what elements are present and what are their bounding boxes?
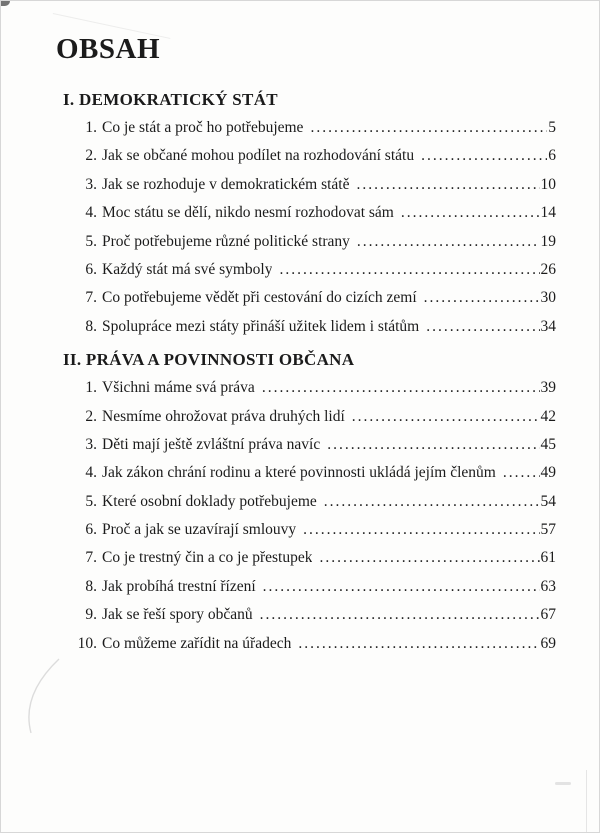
- toc-item-title: Jak zákon chrání rodinu a které povinnosti ukládá jejím členům: [102, 464, 496, 482]
- toc-item: [70, 573, 556, 601]
- toc-item-title: Co je trestný čin a co je přestupek: [102, 549, 313, 567]
- toc-item-title: Jak probíhá trestní řízení: [102, 577, 256, 595]
- toc-item-page: 5: [548, 119, 556, 136]
- dot-leader: [319, 544, 539, 572]
- toc-item-page: 39: [540, 379, 556, 397]
- toc-item-page: 67: [540, 606, 556, 624]
- toc-item-title: Moc státu se dělí, nikdo nesmí rozhodovat sám: [102, 204, 394, 222]
- toc-item-page: 54: [540, 492, 556, 510]
- dot-leader: [503, 459, 540, 487]
- toc-item: [70, 114, 556, 142]
- toc-item-page: 6: [548, 147, 556, 165]
- page-title: OBSAH: [56, 33, 161, 65]
- section-heading: I. DEMOKRATICKÝ STÁT: [63, 90, 278, 109]
- toc-item: [70, 199, 556, 227]
- toc-item-title: Jak se občané mohou podílet na rozhodování státu: [102, 147, 415, 165]
- toc-item-page: 69: [540, 634, 556, 652]
- toc-item-page: 30: [540, 289, 556, 307]
- toc-item-number: 1.: [85, 119, 97, 136]
- toc-item-page: 26: [540, 260, 556, 278]
- toc-item-title: Jak se řeší spory občanů: [102, 606, 253, 624]
- toc-item-number: 7.: [85, 549, 97, 567]
- toc-item-title: Nesmíme ohrožovat práva druhých lidí: [102, 407, 345, 425]
- scan-artifact-edge-line: [586, 770, 587, 832]
- toc-item-title: Co je stát a proč ho potřebujeme: [102, 119, 304, 136]
- toc-item-number: 8.: [85, 317, 97, 335]
- toc-item-page: 49: [540, 464, 556, 482]
- dot-leader: [424, 284, 540, 312]
- toc-item-title: Co můžeme zařídit na úřadech: [102, 634, 292, 652]
- dot-leader: [260, 601, 540, 629]
- toc-item-number: 3.: [85, 435, 97, 453]
- toc-item-page: 63: [540, 577, 556, 595]
- dot-leader: [303, 516, 539, 544]
- dot-leader: [310, 114, 547, 142]
- dot-leader: [357, 171, 540, 199]
- toc-item-page: 61: [540, 549, 556, 567]
- toc-item-title: Proč potřebujeme různé politické strany: [102, 232, 350, 250]
- toc-list: [70, 114, 556, 341]
- toc-item-number: 5.: [85, 492, 97, 510]
- dot-leader: [298, 630, 539, 658]
- toc-list: [70, 374, 556, 658]
- toc-item-number: 3.: [85, 175, 97, 193]
- dot-leader: [421, 142, 547, 170]
- toc-item-page: 34: [540, 317, 556, 335]
- dot-leader: [352, 403, 540, 431]
- scan-artifact-curve: [19, 653, 73, 739]
- dot-leader: [401, 199, 540, 227]
- toc-item-number: 5.: [85, 232, 97, 250]
- dot-leader: [426, 313, 539, 341]
- toc-item: [70, 171, 556, 199]
- toc-item-number: 7.: [85, 289, 97, 307]
- toc-item-number: 2.: [85, 407, 97, 425]
- toc-item-page: 42: [540, 407, 556, 425]
- toc-item-number: 2.: [85, 147, 97, 165]
- section-heading: II. PRÁVA A POVINNOSTI OBČANA: [63, 350, 355, 370]
- page-content: [1, 1, 599, 658]
- toc-item-title: Co potřebujeme vědět při cestování do cizích zemí: [102, 289, 417, 307]
- toc-item-number: 8.: [85, 577, 97, 595]
- toc-item-title: Proč a jak se uzavírají smlouvy: [102, 521, 297, 539]
- toc-item-title: Každý stát má své symboly: [102, 260, 273, 278]
- toc-item-page: 14: [540, 204, 556, 222]
- toc-item-number: 1.: [85, 379, 97, 397]
- toc-item-page: 57: [540, 521, 556, 539]
- dot-leader: [262, 374, 540, 402]
- toc-item-number: 6.: [85, 260, 97, 278]
- toc-section-prava-a-povinnosti: [56, 349, 556, 658]
- toc-section-democraticky-stat: [56, 89, 556, 341]
- toc-item-number: 4.: [85, 204, 97, 222]
- dot-leader: [324, 488, 540, 516]
- toc-item-title: Jak se rozhoduje v demokratickém státě: [102, 175, 350, 193]
- toc-item-number: 4.: [85, 464, 97, 482]
- toc-item: [70, 516, 556, 544]
- toc-item-title: Všichni máme svá práva: [102, 379, 255, 397]
- toc-item: [70, 403, 556, 431]
- toc-item-title: Děti mají ještě zvláštní práva navíc: [102, 435, 321, 453]
- toc-item-number: 9.: [85, 606, 97, 624]
- toc-item: [70, 459, 556, 487]
- toc-item: [70, 601, 556, 629]
- toc-item: [70, 228, 556, 256]
- toc-item: [70, 284, 556, 312]
- toc-item-page: 10: [540, 175, 556, 193]
- toc-item: [70, 313, 556, 341]
- toc-item-page: 19: [540, 232, 556, 250]
- toc-item: [70, 142, 556, 170]
- toc-item: [70, 544, 556, 572]
- toc-item: [70, 488, 556, 516]
- toc-item-number: 10.: [77, 634, 97, 652]
- dot-leader: [327, 431, 539, 459]
- scan-artifact-smudge: [555, 782, 571, 785]
- toc-item-number: 6.: [85, 521, 97, 539]
- toc-item-title: Spolupráce mezi státy přináší užitek lidem i státům: [102, 317, 420, 335]
- dot-leader: [263, 573, 540, 601]
- toc-item: [70, 374, 556, 402]
- toc-item-title: Které osobní doklady potřebujeme: [102, 492, 317, 510]
- toc-item: [70, 630, 556, 658]
- toc-item: [70, 256, 556, 284]
- toc-item-page: 45: [540, 435, 556, 453]
- dot-leader: [357, 228, 540, 256]
- toc-item: [70, 431, 556, 459]
- dot-leader: [279, 256, 539, 284]
